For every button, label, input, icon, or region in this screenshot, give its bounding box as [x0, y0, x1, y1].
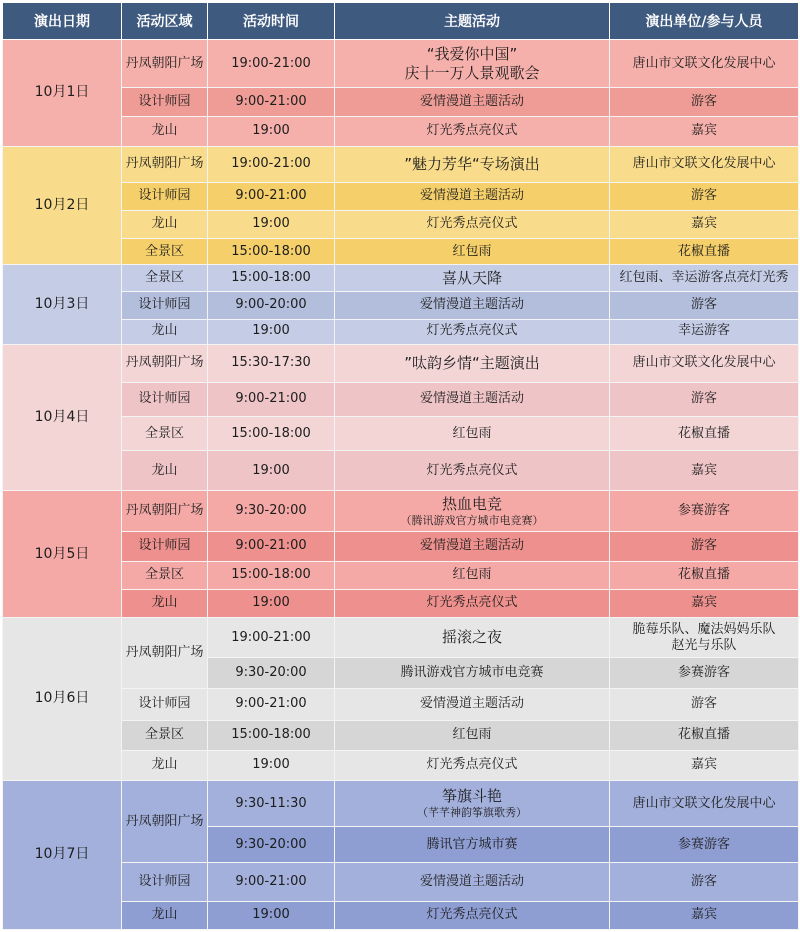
- date-cell: 10月1日: [3, 40, 122, 147]
- unit-cell: [610, 618, 799, 658]
- unit-cell: 花椒直播: [610, 417, 799, 451]
- region-cell: 丹凤朝阳广场: [122, 781, 208, 863]
- theme-cell: 腾讯游戏官方城市电竞赛: [335, 658, 610, 688]
- time-cell: 9:00-21:00: [208, 182, 335, 210]
- theme-cell: 摇滚之夜: [335, 618, 610, 658]
- theme-cell: 爱情漫道主题活动: [335, 292, 610, 319]
- table-row: [3, 688, 799, 720]
- table-row: [3, 88, 799, 117]
- header-region: 活动区域: [122, 3, 208, 40]
- theme-cell: 红包雨: [335, 239, 610, 265]
- header-row: [3, 3, 799, 40]
- time-cell: 15:00-18:00: [208, 561, 335, 589]
- time-cell: 9:30-11:30: [208, 781, 335, 827]
- region-cell: 丹凤朝阳广场: [122, 491, 208, 531]
- unit-cell: 唐山市文联文化发展中心: [610, 146, 799, 182]
- header-date: 演出日期: [3, 3, 122, 40]
- table-row: [3, 618, 799, 658]
- date-cell: 10月2日: [3, 146, 122, 265]
- region-cell: 龙山: [122, 750, 208, 780]
- table-row: [3, 491, 799, 531]
- region-cell: 龙山: [122, 451, 208, 491]
- theme-cell: 爱情漫道主题活动: [335, 88, 610, 117]
- time-cell: 19:00: [208, 451, 335, 491]
- theme-cell: 红包雨: [335, 417, 610, 451]
- theme-cell: [335, 40, 610, 88]
- time-cell: 19:00-21:00: [208, 146, 335, 182]
- time-cell: 15:00-18:00: [208, 265, 335, 292]
- date-cell: 10月5日: [3, 491, 122, 618]
- time-cell: 19:00: [208, 901, 335, 929]
- theme-cell: 爱情漫道主题活动: [335, 531, 610, 561]
- unit-cell: 参赛游客: [610, 827, 799, 863]
- theme-cell: 灯光秀点亮仪式: [335, 451, 610, 491]
- unit-cell: 游客: [610, 88, 799, 117]
- unit-cell: 嘉宾: [610, 901, 799, 929]
- header-theme: 主题活动: [335, 3, 610, 40]
- region-cell: 丹凤朝阳广场: [122, 146, 208, 182]
- time-cell: 19:00: [208, 589, 335, 617]
- table-row: [3, 781, 799, 827]
- theme-cell: 灯光秀点亮仪式: [335, 319, 610, 344]
- region-cell: 设计师园: [122, 382, 208, 416]
- unit-cell: 嘉宾: [610, 451, 799, 491]
- table-row: [3, 182, 799, 210]
- time-cell: 19:00: [208, 750, 335, 780]
- table-row: [3, 319, 799, 344]
- theme-cell: 红包雨: [335, 561, 610, 589]
- time-cell: 19:00: [208, 210, 335, 238]
- theme-line-2: 庆十一万人景观歌会: [404, 63, 540, 82]
- time-cell: 9:00-20:00: [208, 292, 335, 319]
- theme-main: 热血电竞: [441, 494, 502, 513]
- time-cell: 9:00-21:00: [208, 382, 335, 416]
- table-row: [3, 40, 799, 88]
- table-row: [3, 720, 799, 750]
- unit-cell: 游客: [610, 182, 799, 210]
- theme-cell: 红包雨: [335, 720, 610, 750]
- unit-cell: 游客: [610, 688, 799, 720]
- region-cell: 设计师园: [122, 688, 208, 720]
- unit-cell: 唐山市文联文化发展中心: [610, 344, 799, 382]
- table-row: [3, 117, 799, 146]
- region-cell: 设计师园: [122, 292, 208, 319]
- unit-cell: 游客: [610, 531, 799, 561]
- theme-cell: 灯光秀点亮仪式: [335, 210, 610, 238]
- table-row: [3, 561, 799, 589]
- time-cell: 15:30-17:30: [208, 344, 335, 382]
- unit-cell: 花椒直播: [610, 720, 799, 750]
- table-row: [3, 863, 799, 901]
- time-cell: 9:00-21:00: [208, 531, 335, 561]
- table-row: [3, 146, 799, 182]
- header-time: 活动时间: [208, 3, 335, 40]
- region-cell: 全景区: [122, 239, 208, 265]
- unit-cell: 唐山市文联文化发展中心: [610, 40, 799, 88]
- theme-main: 筝旗斗艳: [441, 787, 502, 806]
- time-cell: 9:00-21:00: [208, 688, 335, 720]
- region-cell: 龙山: [122, 901, 208, 929]
- unit-cell: 花椒直播: [610, 561, 799, 589]
- date-cell: 10月7日: [3, 781, 122, 930]
- table-row: [3, 265, 799, 292]
- table-row: [3, 589, 799, 617]
- unit-cell: 游客: [610, 382, 799, 416]
- header-unit: 演出单位/参与人员: [610, 3, 799, 40]
- region-cell: 设计师园: [122, 531, 208, 561]
- time-cell: 15:00-18:00: [208, 417, 335, 451]
- unit-cell: 游客: [610, 292, 799, 319]
- region-cell: 全景区: [122, 720, 208, 750]
- theme-cell: 爱情漫道主题活动: [335, 863, 610, 901]
- table-row: [3, 344, 799, 382]
- time-cell: 9:00-21:00: [208, 863, 335, 901]
- table-row: [3, 417, 799, 451]
- time-cell: 9:30-20:00: [208, 658, 335, 688]
- theme-cell: 腾讯官方城市赛: [335, 827, 610, 863]
- theme-cell: ”魅力芳华“专场演出: [335, 146, 610, 182]
- schedule-table: [2, 2, 799, 930]
- theme-cell: 爱情漫道主题活动: [335, 182, 610, 210]
- unit-cell: 花椒直播: [610, 239, 799, 265]
- time-cell: 19:00-21:00: [208, 618, 335, 658]
- theme-cell: 爱情漫道主题活动: [335, 688, 610, 720]
- region-cell: 设计师园: [122, 863, 208, 901]
- region-cell: 设计师园: [122, 88, 208, 117]
- unit-cell: 参赛游客: [610, 658, 799, 688]
- theme-cell: 灯光秀点亮仪式: [335, 589, 610, 617]
- theme-cell: 灯光秀点亮仪式: [335, 117, 610, 146]
- theme-cell: [335, 781, 610, 827]
- time-cell: 9:00-21:00: [208, 88, 335, 117]
- table-row: [3, 451, 799, 491]
- time-cell: 19:00: [208, 319, 335, 344]
- unit-line-2: 赵光与乐队: [671, 637, 737, 653]
- unit-cell: 幸运游客: [610, 319, 799, 344]
- region-cell: 丹凤朝阳广场: [122, 618, 208, 688]
- theme-cell: 爱情漫道主题活动: [335, 382, 610, 416]
- region-cell: 设计师园: [122, 182, 208, 210]
- date-cell: 10月3日: [3, 265, 122, 344]
- theme-cell: [335, 491, 610, 531]
- time-cell: 15:00-18:00: [208, 720, 335, 750]
- region-cell: 全景区: [122, 561, 208, 589]
- table-row: [3, 750, 799, 780]
- theme-cell: 灯光秀点亮仪式: [335, 901, 610, 929]
- region-cell: 龙山: [122, 319, 208, 344]
- time-cell: 19:00: [208, 117, 335, 146]
- region-cell: 全景区: [122, 417, 208, 451]
- table-row: [3, 292, 799, 319]
- date-cell: 10月4日: [3, 344, 122, 491]
- time-cell: 15:00-18:00: [208, 239, 335, 265]
- table-row: [3, 531, 799, 561]
- unit-cell: 参赛游客: [610, 491, 799, 531]
- table-row: [3, 239, 799, 265]
- region-cell: 龙山: [122, 117, 208, 146]
- theme-cell: ”呔韵乡情“主题演出: [335, 344, 610, 382]
- unit-cell: 红包雨、幸运游客点亮灯光秀: [610, 265, 799, 292]
- region-cell: 全景区: [122, 265, 208, 292]
- theme-line-1: “我爱你中国”: [426, 44, 518, 63]
- unit-cell: 嘉宾: [610, 589, 799, 617]
- unit-cell: 嘉宾: [610, 210, 799, 238]
- unit-cell: 游客: [610, 863, 799, 901]
- region-cell: 丹凤朝阳广场: [122, 344, 208, 382]
- date-cell: 10月6日: [3, 618, 122, 781]
- region-cell: 龙山: [122, 210, 208, 238]
- unit-cell: 嘉宾: [610, 117, 799, 146]
- theme-sub: （芊芊神韵筝旗歌秀）: [417, 806, 527, 820]
- region-cell: 丹凤朝阳广场: [122, 40, 208, 88]
- unit-cell: 唐山市文联文化发展中心: [610, 781, 799, 827]
- theme-cell: 喜从天降: [335, 265, 610, 292]
- time-cell: 19:00-21:00: [208, 40, 335, 88]
- table-row: [3, 210, 799, 238]
- time-cell: 9:30-20:00: [208, 827, 335, 863]
- table-row: [3, 382, 799, 416]
- theme-cell: 灯光秀点亮仪式: [335, 750, 610, 780]
- unit-cell: 嘉宾: [610, 750, 799, 780]
- table-row: [3, 901, 799, 929]
- unit-line-1: 脆莓乐队、魔法妈妈乐队: [632, 621, 776, 637]
- region-cell: 龙山: [122, 589, 208, 617]
- theme-sub: （腾讯游戏官方城市电竞赛）: [400, 513, 544, 527]
- time-cell: 9:30-20:00: [208, 491, 335, 531]
